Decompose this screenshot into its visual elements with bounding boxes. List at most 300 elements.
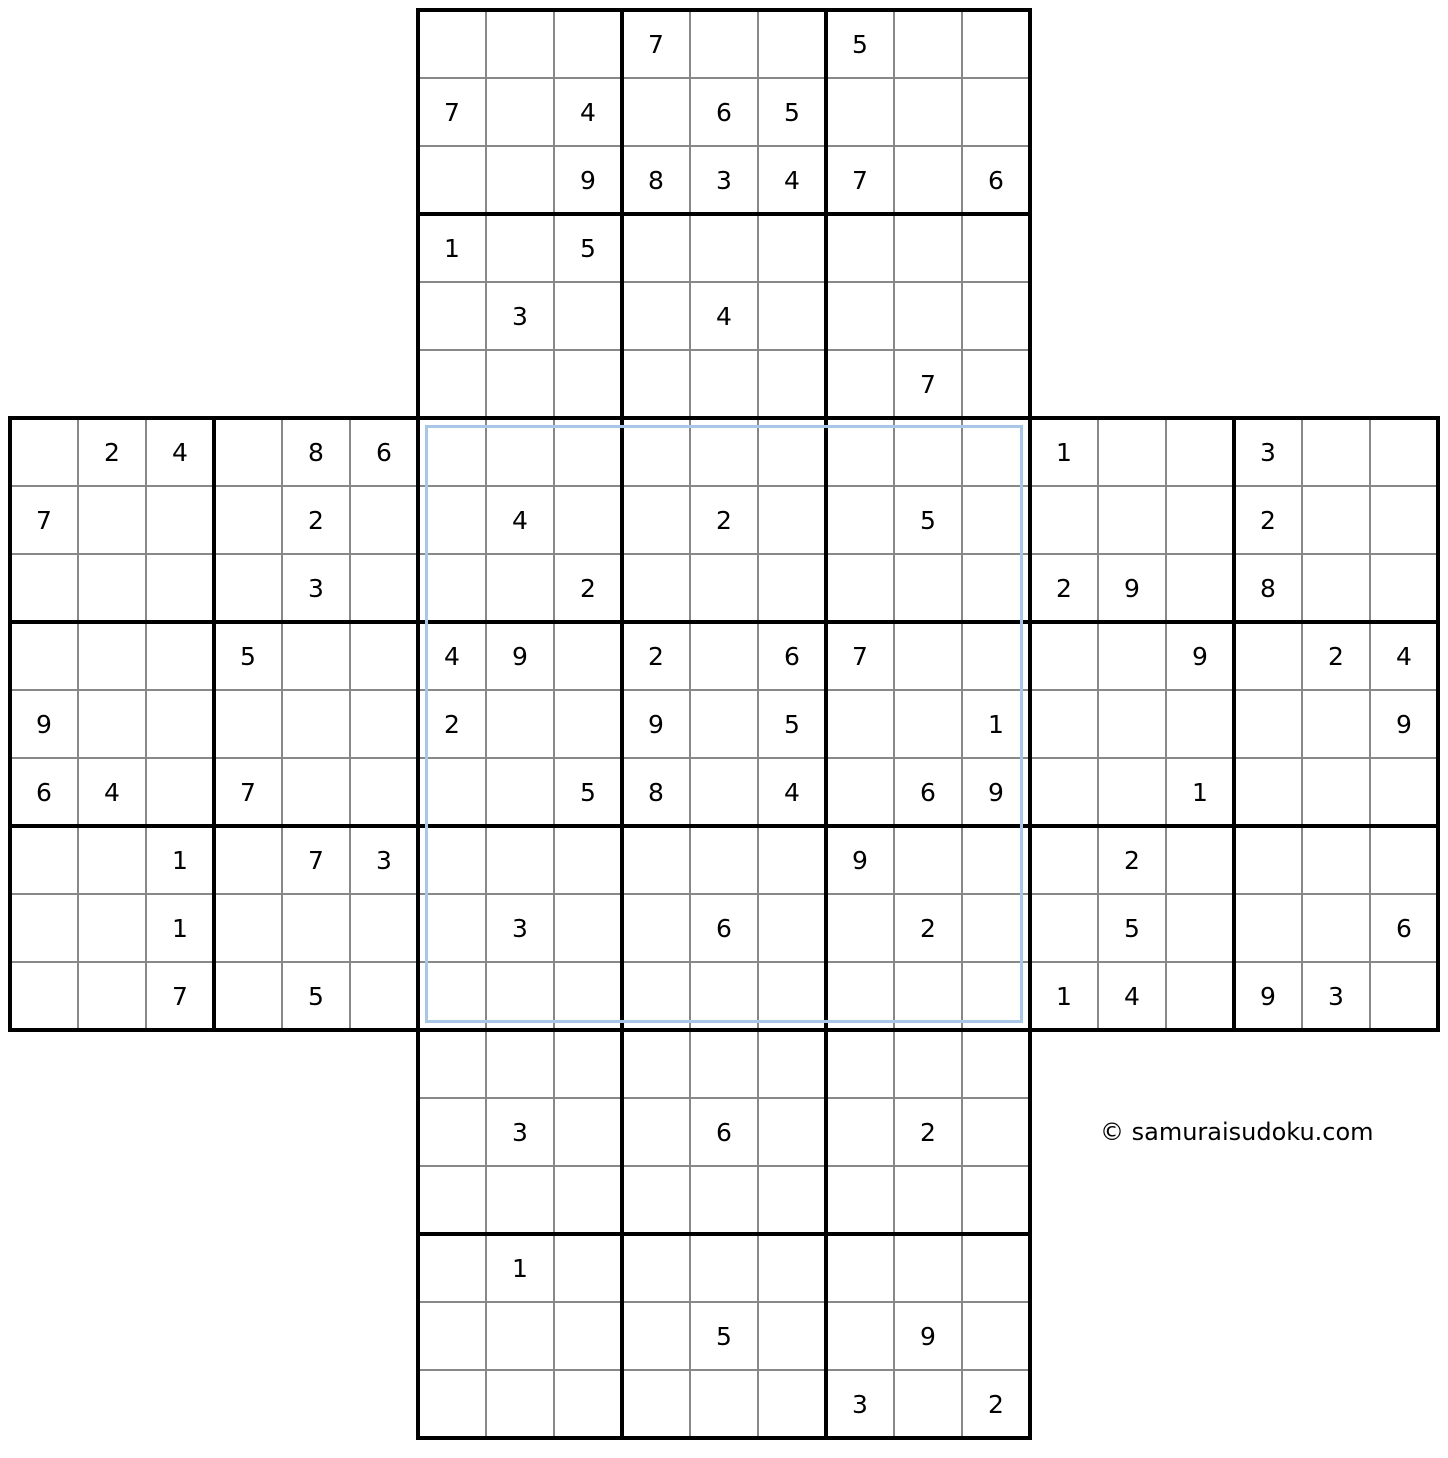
sudoku-cell[interactable] <box>418 1166 486 1234</box>
sudoku-cell[interactable] <box>554 486 622 554</box>
sudoku-cell[interactable] <box>418 10 486 78</box>
sudoku-cell[interactable]: 8 <box>622 146 690 214</box>
sudoku-cell[interactable] <box>350 554 418 622</box>
sudoku-cell[interactable] <box>1234 622 1302 690</box>
sudoku-cell[interactable] <box>486 214 554 282</box>
sudoku-cell[interactable] <box>690 826 758 894</box>
sudoku-cell[interactable] <box>826 1302 894 1370</box>
sudoku-cell[interactable] <box>622 1302 690 1370</box>
sudoku-cell[interactable] <box>418 146 486 214</box>
sudoku-cell[interactable]: 4 <box>554 78 622 146</box>
sudoku-cell[interactable] <box>10 894 78 962</box>
sudoku-cell[interactable] <box>690 690 758 758</box>
sudoku-cell[interactable]: 2 <box>894 894 962 962</box>
sudoku-cell[interactable] <box>894 282 962 350</box>
sudoku-cell[interactable] <box>486 350 554 418</box>
sudoku-cell[interactable]: 7 <box>10 486 78 554</box>
sudoku-cell[interactable] <box>350 690 418 758</box>
sudoku-cell[interactable] <box>1098 418 1166 486</box>
sudoku-cell[interactable] <box>894 554 962 622</box>
sudoku-cell[interactable] <box>418 1302 486 1370</box>
sudoku-cell[interactable] <box>690 622 758 690</box>
sudoku-cell[interactable] <box>894 962 962 1030</box>
sudoku-cell[interactable] <box>962 1098 1030 1166</box>
sudoku-cell[interactable] <box>962 1030 1030 1098</box>
sudoku-cell[interactable] <box>554 622 622 690</box>
sudoku-cell[interactable] <box>1166 554 1234 622</box>
sudoku-cell[interactable]: 2 <box>1030 554 1098 622</box>
sudoku-cell[interactable] <box>622 1098 690 1166</box>
sudoku-cell[interactable] <box>350 962 418 1030</box>
sudoku-cell[interactable] <box>418 758 486 826</box>
sudoku-cell[interactable] <box>622 1370 690 1438</box>
sudoku-cell[interactable] <box>1166 486 1234 554</box>
sudoku-cell[interactable]: 5 <box>554 214 622 282</box>
sudoku-cell[interactable]: 2 <box>894 1098 962 1166</box>
sudoku-cell[interactable] <box>622 78 690 146</box>
sudoku-cell[interactable] <box>554 1370 622 1438</box>
sudoku-cell[interactable]: 5 <box>690 1302 758 1370</box>
sudoku-cell[interactable] <box>826 1166 894 1234</box>
sudoku-cell[interactable]: 9 <box>554 146 622 214</box>
sudoku-cell[interactable] <box>214 962 282 1030</box>
sudoku-cell[interactable]: 5 <box>758 78 826 146</box>
sudoku-cell[interactable]: 1 <box>962 690 1030 758</box>
sudoku-cell[interactable]: 6 <box>894 758 962 826</box>
sudoku-cell[interactable]: 1 <box>146 894 214 962</box>
sudoku-cell[interactable] <box>418 282 486 350</box>
sudoku-cell[interactable] <box>962 1234 1030 1302</box>
sudoku-cell[interactable] <box>418 486 486 554</box>
sudoku-cell[interactable] <box>1166 690 1234 758</box>
sudoku-cell[interactable] <box>486 1370 554 1438</box>
sudoku-cell[interactable] <box>1166 826 1234 894</box>
sudoku-cell[interactable] <box>350 758 418 826</box>
sudoku-cell[interactable] <box>826 282 894 350</box>
sudoku-cell[interactable] <box>962 418 1030 486</box>
sudoku-cell[interactable]: 6 <box>962 146 1030 214</box>
sudoku-cell[interactable]: 9 <box>486 622 554 690</box>
sudoku-cell[interactable] <box>1370 758 1438 826</box>
sudoku-cell[interactable] <box>146 622 214 690</box>
sudoku-cell[interactable]: 5 <box>758 690 826 758</box>
sudoku-cell[interactable] <box>1030 486 1098 554</box>
sudoku-cell[interactable] <box>690 418 758 486</box>
sudoku-cell[interactable] <box>418 1030 486 1098</box>
sudoku-cell[interactable]: 2 <box>282 486 350 554</box>
sudoku-cell[interactable] <box>894 10 962 78</box>
sudoku-cell[interactable]: 1 <box>146 826 214 894</box>
sudoku-cell[interactable] <box>418 418 486 486</box>
sudoku-cell[interactable] <box>554 962 622 1030</box>
sudoku-cell[interactable] <box>1030 622 1098 690</box>
sudoku-cell[interactable] <box>690 10 758 78</box>
sudoku-cell[interactable] <box>486 78 554 146</box>
sudoku-cell[interactable] <box>554 1098 622 1166</box>
sudoku-cell[interactable] <box>1030 758 1098 826</box>
sudoku-cell[interactable] <box>554 690 622 758</box>
sudoku-cell[interactable] <box>78 554 146 622</box>
sudoku-cell[interactable] <box>690 1166 758 1234</box>
sudoku-cell[interactable]: 7 <box>214 758 282 826</box>
sudoku-cell[interactable]: 2 <box>690 486 758 554</box>
sudoku-cell[interactable] <box>214 894 282 962</box>
sudoku-cell[interactable]: 8 <box>1234 554 1302 622</box>
sudoku-cell[interactable] <box>418 962 486 1030</box>
sudoku-cell[interactable] <box>1098 622 1166 690</box>
sudoku-cell[interactable] <box>10 418 78 486</box>
sudoku-cell[interactable]: 6 <box>10 758 78 826</box>
sudoku-cell[interactable]: 7 <box>826 146 894 214</box>
sudoku-cell[interactable]: 7 <box>146 962 214 1030</box>
sudoku-cell[interactable]: 6 <box>758 622 826 690</box>
sudoku-cell[interactable] <box>962 1166 1030 1234</box>
sudoku-cell[interactable] <box>758 1302 826 1370</box>
sudoku-cell[interactable] <box>78 622 146 690</box>
sudoku-cell[interactable] <box>1098 486 1166 554</box>
sudoku-cell[interactable] <box>826 214 894 282</box>
sudoku-cell[interactable] <box>826 1234 894 1302</box>
sudoku-cell[interactable] <box>826 486 894 554</box>
sudoku-cell[interactable] <box>962 486 1030 554</box>
sudoku-cell[interactable] <box>554 1166 622 1234</box>
sudoku-cell[interactable] <box>146 690 214 758</box>
sudoku-cell[interactable] <box>690 1030 758 1098</box>
sudoku-cell[interactable] <box>962 1302 1030 1370</box>
sudoku-cell[interactable]: 9 <box>622 690 690 758</box>
sudoku-cell[interactable]: 5 <box>214 622 282 690</box>
sudoku-cell[interactable] <box>1234 894 1302 962</box>
sudoku-cell[interactable]: 3 <box>486 894 554 962</box>
sudoku-cell[interactable]: 6 <box>1370 894 1438 962</box>
sudoku-cell[interactable] <box>758 1166 826 1234</box>
sudoku-cell[interactable] <box>758 350 826 418</box>
sudoku-cell[interactable] <box>418 826 486 894</box>
sudoku-cell[interactable] <box>894 1166 962 1234</box>
sudoku-cell[interactable]: 2 <box>962 1370 1030 1438</box>
sudoku-cell[interactable] <box>826 78 894 146</box>
sudoku-cell[interactable] <box>894 1370 962 1438</box>
sudoku-cell[interactable]: 3 <box>1302 962 1370 1030</box>
sudoku-cell[interactable] <box>486 1302 554 1370</box>
sudoku-cell[interactable] <box>826 350 894 418</box>
sudoku-cell[interactable] <box>758 1098 826 1166</box>
box-border-line <box>1436 416 1440 1032</box>
sudoku-cell[interactable] <box>690 214 758 282</box>
sudoku-cell[interactable] <box>214 486 282 554</box>
sudoku-cell[interactable]: 8 <box>622 758 690 826</box>
sudoku-cell[interactable] <box>486 418 554 486</box>
sudoku-cell[interactable] <box>622 282 690 350</box>
sudoku-cell[interactable]: 7 <box>894 350 962 418</box>
sudoku-cell[interactable] <box>962 962 1030 1030</box>
sudoku-cell[interactable] <box>962 894 1030 962</box>
sudoku-cell[interactable] <box>826 758 894 826</box>
sudoku-cell[interactable] <box>350 622 418 690</box>
sudoku-cell[interactable]: 4 <box>758 146 826 214</box>
box-border-line <box>824 8 828 1440</box>
sudoku-cell[interactable] <box>758 962 826 1030</box>
sudoku-cell[interactable]: 9 <box>894 1302 962 1370</box>
sudoku-cell[interactable] <box>282 622 350 690</box>
sudoku-cell[interactable]: 9 <box>10 690 78 758</box>
sudoku-cell[interactable] <box>1370 962 1438 1030</box>
sudoku-cell[interactable] <box>1166 418 1234 486</box>
sudoku-cell[interactable] <box>418 350 486 418</box>
sudoku-cell[interactable]: 7 <box>418 78 486 146</box>
sudoku-cell[interactable]: 3 <box>826 1370 894 1438</box>
sudoku-cell[interactable]: 5 <box>282 962 350 1030</box>
sudoku-cell[interactable] <box>486 758 554 826</box>
sudoku-cell[interactable] <box>1370 486 1438 554</box>
sudoku-cell[interactable] <box>146 486 214 554</box>
sudoku-cell[interactable] <box>962 554 1030 622</box>
sudoku-cell[interactable]: 3 <box>282 554 350 622</box>
sudoku-cell[interactable] <box>894 146 962 214</box>
sudoku-cell[interactable] <box>554 10 622 78</box>
sudoku-cell[interactable] <box>826 1098 894 1166</box>
sudoku-cell[interactable] <box>622 894 690 962</box>
sudoku-cell[interactable] <box>758 1370 826 1438</box>
sudoku-cell[interactable] <box>1370 826 1438 894</box>
sudoku-cell[interactable] <box>758 826 826 894</box>
sudoku-cell[interactable] <box>214 418 282 486</box>
box-border-line <box>416 8 1032 12</box>
sudoku-cell[interactable]: 2 <box>1098 826 1166 894</box>
sudoku-cell[interactable] <box>758 10 826 78</box>
sudoku-cell[interactable] <box>1302 418 1370 486</box>
sudoku-cell[interactable] <box>1166 962 1234 1030</box>
sudoku-cell[interactable]: 4 <box>146 418 214 486</box>
sudoku-cell[interactable] <box>554 1234 622 1302</box>
sudoku-cell[interactable] <box>690 554 758 622</box>
sudoku-cell[interactable] <box>894 826 962 894</box>
sudoku-cell[interactable]: 2 <box>554 554 622 622</box>
sudoku-cell[interactable] <box>622 554 690 622</box>
sudoku-cell[interactable] <box>554 894 622 962</box>
sudoku-cell[interactable]: 4 <box>1098 962 1166 1030</box>
sudoku-cell[interactable]: 9 <box>1370 690 1438 758</box>
sudoku-cell[interactable] <box>486 826 554 894</box>
sudoku-cell[interactable]: 9 <box>1234 962 1302 1030</box>
sudoku-cell[interactable] <box>690 758 758 826</box>
sudoku-cell[interactable] <box>554 418 622 486</box>
sudoku-cell[interactable] <box>486 962 554 1030</box>
sudoku-cell[interactable] <box>690 1234 758 1302</box>
sudoku-cell[interactable] <box>962 78 1030 146</box>
sudoku-cell[interactable] <box>350 486 418 554</box>
sudoku-cell[interactable]: 4 <box>78 758 146 826</box>
sudoku-cell[interactable] <box>78 962 146 1030</box>
sudoku-cell[interactable]: 3 <box>1234 418 1302 486</box>
sudoku-cell[interactable]: 6 <box>690 894 758 962</box>
sudoku-cell[interactable] <box>622 826 690 894</box>
sudoku-cell[interactable] <box>1302 486 1370 554</box>
sudoku-cell[interactable]: 6 <box>350 418 418 486</box>
sudoku-cell[interactable] <box>486 554 554 622</box>
sudoku-cell[interactable] <box>1302 826 1370 894</box>
sudoku-cell[interactable]: 4 <box>486 486 554 554</box>
sudoku-cell[interactable] <box>1234 690 1302 758</box>
sudoku-cell[interactable] <box>826 690 894 758</box>
sudoku-cell[interactable]: 4 <box>758 758 826 826</box>
sudoku-cell[interactable] <box>146 554 214 622</box>
sudoku-cell[interactable] <box>758 554 826 622</box>
sudoku-cell[interactable]: 2 <box>418 690 486 758</box>
sudoku-cell[interactable] <box>962 10 1030 78</box>
sudoku-cell[interactable] <box>758 894 826 962</box>
sudoku-cell[interactable] <box>1098 690 1166 758</box>
sudoku-cell[interactable]: 9 <box>962 758 1030 826</box>
sudoku-cell[interactable] <box>894 418 962 486</box>
sudoku-cell[interactable]: 4 <box>690 282 758 350</box>
sudoku-cell[interactable]: 5 <box>1098 894 1166 962</box>
sudoku-cell[interactable]: 5 <box>554 758 622 826</box>
sudoku-cell[interactable] <box>1302 690 1370 758</box>
sudoku-cell[interactable] <box>962 282 1030 350</box>
sudoku-cell[interactable] <box>758 418 826 486</box>
sudoku-cell[interactable] <box>1030 826 1098 894</box>
sudoku-cell[interactable] <box>690 350 758 418</box>
sudoku-cell[interactable] <box>622 486 690 554</box>
sudoku-cell[interactable] <box>894 622 962 690</box>
sudoku-cell[interactable]: 6 <box>690 1098 758 1166</box>
sudoku-cell[interactable] <box>418 1234 486 1302</box>
sudoku-cell[interactable] <box>486 1166 554 1234</box>
sudoku-cell[interactable] <box>10 622 78 690</box>
sudoku-cell[interactable] <box>622 1234 690 1302</box>
sudoku-cell[interactable]: 9 <box>826 826 894 894</box>
sudoku-cell[interactable]: 2 <box>78 418 146 486</box>
sudoku-cell[interactable] <box>758 282 826 350</box>
sudoku-cell[interactable] <box>486 146 554 214</box>
sudoku-cell[interactable] <box>622 214 690 282</box>
sudoku-cell[interactable] <box>758 1234 826 1302</box>
sudoku-cell[interactable] <box>418 554 486 622</box>
sudoku-cell[interactable]: 4 <box>418 622 486 690</box>
sudoku-cell[interactable]: 2 <box>622 622 690 690</box>
sudoku-cell[interactable] <box>962 622 1030 690</box>
sudoku-cell[interactable] <box>894 78 962 146</box>
sudoku-cell[interactable]: 7 <box>282 826 350 894</box>
sudoku-cell[interactable] <box>78 690 146 758</box>
sudoku-cell[interactable] <box>350 894 418 962</box>
sudoku-cell[interactable] <box>78 486 146 554</box>
sudoku-cell[interactable] <box>554 826 622 894</box>
sudoku-cell[interactable]: 7 <box>622 10 690 78</box>
sudoku-cell[interactable] <box>418 1370 486 1438</box>
sudoku-cell[interactable]: 6 <box>690 78 758 146</box>
sudoku-cell[interactable] <box>758 214 826 282</box>
sudoku-cell[interactable]: 1 <box>486 1234 554 1302</box>
sudoku-cell[interactable]: 1 <box>1030 962 1098 1030</box>
sudoku-cell[interactable] <box>10 962 78 1030</box>
sudoku-cell[interactable] <box>826 554 894 622</box>
sudoku-cell[interactable] <box>1370 418 1438 486</box>
sudoku-cell[interactable]: 2 <box>1302 622 1370 690</box>
sudoku-cell[interactable] <box>894 1234 962 1302</box>
sudoku-cell[interactable]: 4 <box>1370 622 1438 690</box>
sudoku-cell[interactable] <box>282 894 350 962</box>
sudoku-cell[interactable]: 3 <box>350 826 418 894</box>
sudoku-cell[interactable] <box>418 1098 486 1166</box>
sudoku-cell[interactable] <box>1234 826 1302 894</box>
sudoku-cell[interactable] <box>826 418 894 486</box>
sudoku-cell[interactable]: 2 <box>1234 486 1302 554</box>
sudoku-cell[interactable]: 1 <box>418 214 486 282</box>
sudoku-cell[interactable] <box>214 554 282 622</box>
sudoku-cell[interactable] <box>486 690 554 758</box>
sudoku-cell[interactable] <box>622 962 690 1030</box>
sudoku-cell[interactable] <box>214 826 282 894</box>
sudoku-cell[interactable]: 7 <box>826 622 894 690</box>
sudoku-cell[interactable] <box>554 1302 622 1370</box>
sudoku-cell[interactable] <box>282 690 350 758</box>
sudoku-cell[interactable] <box>10 554 78 622</box>
sudoku-cell[interactable]: 5 <box>894 486 962 554</box>
sudoku-cell[interactable] <box>1302 894 1370 962</box>
sudoku-cell[interactable] <box>418 894 486 962</box>
sudoku-cell[interactable] <box>962 214 1030 282</box>
sudoku-cell[interactable] <box>826 962 894 1030</box>
sudoku-cell[interactable] <box>622 1166 690 1234</box>
sudoku-cell[interactable] <box>1302 554 1370 622</box>
sudoku-cell[interactable] <box>1166 894 1234 962</box>
sudoku-cell[interactable] <box>1234 758 1302 826</box>
sudoku-cell[interactable] <box>554 350 622 418</box>
sudoku-cell[interactable] <box>10 826 78 894</box>
sudoku-cell[interactable] <box>214 690 282 758</box>
sudoku-cell[interactable] <box>554 1030 622 1098</box>
sudoku-cell[interactable] <box>146 758 214 826</box>
sudoku-cell[interactable] <box>1098 758 1166 826</box>
sudoku-cell[interactable] <box>622 1030 690 1098</box>
sudoku-cell[interactable] <box>962 350 1030 418</box>
sudoku-cell[interactable]: 5 <box>826 10 894 78</box>
sudoku-cell[interactable] <box>690 1370 758 1438</box>
sudoku-cell[interactable] <box>78 894 146 962</box>
sudoku-cell[interactable]: 3 <box>486 1098 554 1166</box>
sudoku-cell[interactable]: 1 <box>1166 758 1234 826</box>
sudoku-cell[interactable] <box>894 1030 962 1098</box>
sudoku-cell[interactable]: 8 <box>282 418 350 486</box>
sudoku-cell[interactable] <box>1030 690 1098 758</box>
sudoku-cell[interactable] <box>486 10 554 78</box>
sudoku-cell[interactable] <box>1302 758 1370 826</box>
sudoku-cell[interactable] <box>690 962 758 1030</box>
sudoku-cell[interactable] <box>826 894 894 962</box>
sudoku-cell[interactable] <box>758 1030 826 1098</box>
sudoku-cell[interactable] <box>622 418 690 486</box>
sudoku-cell[interactable] <box>894 690 962 758</box>
sudoku-cell[interactable] <box>486 1030 554 1098</box>
sudoku-cell[interactable] <box>1370 554 1438 622</box>
sudoku-cell[interactable]: 3 <box>690 146 758 214</box>
sudoku-cell[interactable]: 3 <box>486 282 554 350</box>
sudoku-cell[interactable] <box>758 486 826 554</box>
sudoku-cell[interactable] <box>894 214 962 282</box>
sudoku-cell[interactable] <box>554 282 622 350</box>
sudoku-cell[interactable] <box>826 1030 894 1098</box>
sudoku-cell[interactable] <box>1030 894 1098 962</box>
sudoku-cell[interactable] <box>962 826 1030 894</box>
sudoku-cell[interactable] <box>282 758 350 826</box>
sudoku-cell[interactable] <box>78 826 146 894</box>
sudoku-cell[interactable]: 1 <box>1030 418 1098 486</box>
sudoku-cell[interactable] <box>622 350 690 418</box>
sudoku-cell[interactable]: 9 <box>1166 622 1234 690</box>
sudoku-cell[interactable]: 9 <box>1098 554 1166 622</box>
